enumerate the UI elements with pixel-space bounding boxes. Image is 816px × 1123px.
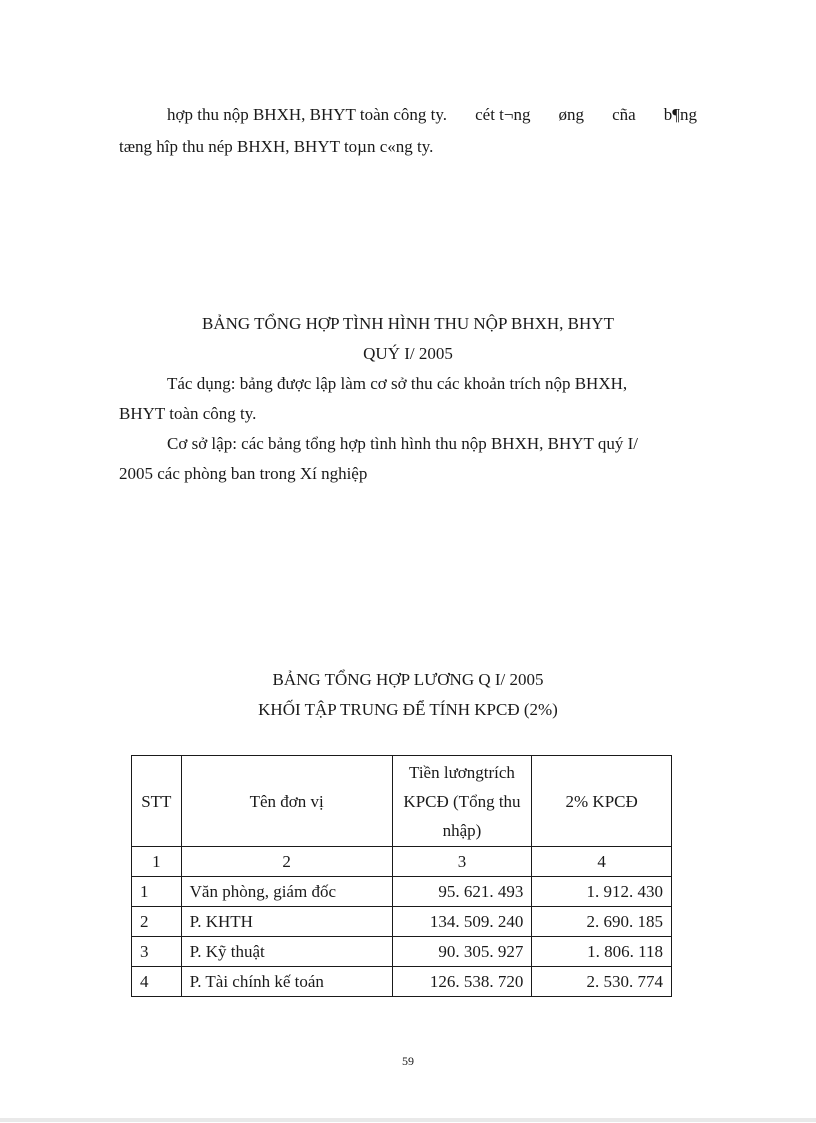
header-kpcd-2pct: 2% KPCĐ	[532, 756, 672, 847]
section2-subtitle: KHỐI TẬP TRUNG ĐỂ TÍNH KPCĐ (2%)	[258, 700, 558, 719]
table-row	[132, 907, 672, 937]
section2-title: BẢNG TỔNG HỢP LƯƠNG Q I/ 2005	[272, 670, 544, 689]
cell-unit-name: P. KHTH	[181, 907, 392, 937]
salary-summary-table	[131, 755, 672, 997]
intro-line-1-word-b: cña	[612, 105, 636, 124]
table-row	[132, 937, 672, 967]
table-row	[132, 967, 672, 997]
index-cell: 4	[532, 847, 672, 877]
section1-purpose-line-2: BHYT toàn công ty.	[119, 404, 257, 423]
section1-purpose-line-1: Tác dụng: bảng được lập làm cơ sở thu các khoản trích nộp BHXH,	[167, 374, 628, 393]
index-cell: 1	[132, 847, 182, 877]
section1-basis-line-2: 2005 các phòng ban trong Xí nghiệp	[119, 464, 368, 483]
cell-stt: 3	[132, 937, 182, 967]
intro-line-1-word-a: øng	[558, 105, 585, 124]
cell-stt: 2	[132, 907, 182, 937]
page-number: 59	[402, 1054, 414, 1068]
index-cell: 3	[392, 847, 532, 877]
cell-kpcd-2pct: 2. 690. 185	[532, 907, 672, 937]
cell-kpcd-2pct: 1. 806. 118	[532, 937, 672, 967]
header-salary-amount-text: Tiền lươngtrích KPCĐ (Tổng thu nhập)	[403, 762, 521, 840]
header-unit-name: Tên đơn vị	[181, 756, 392, 847]
table-row	[132, 877, 672, 907]
section1-title: BẢNG TỔNG HỢP TÌNH HÌNH THU NỘP BHXH, BHYT	[202, 314, 614, 333]
cell-salary-amount: 126. 538. 720	[392, 967, 532, 997]
header-stt: STT	[132, 756, 182, 847]
section1-subtitle: QUÝ I/ 2005	[363, 344, 453, 363]
intro-line-1-left: hợp thu nộp BHXH, BHYT toàn công ty.	[167, 105, 448, 124]
section1-basis-line-1: Cơ sở lập: các bảng tổng hợp tình hình thu nộp BHXH, BHYT quý I/	[167, 434, 638, 453]
cell-kpcd-2pct: 2. 530. 774	[532, 967, 672, 997]
index-cell: 2	[181, 847, 392, 877]
intro-line-2: tæng hîp thu nép BHXH, BHYT toµn c«ng ty.	[119, 137, 434, 156]
cell-salary-amount: 134. 509. 240	[392, 907, 532, 937]
intro-line-1-word-c: b¶ng	[663, 105, 697, 124]
header-salary-amount	[392, 756, 532, 847]
intro-line-1-mid: cét t¬ng	[475, 105, 531, 124]
cell-unit-name: P. Kỹ thuật	[181, 937, 392, 967]
table-header-row	[132, 756, 672, 847]
footer-divider	[0, 1118, 816, 1122]
cell-unit-name: P. Tài chính kế toán	[181, 967, 392, 997]
cell-unit-name: Văn phòng, giám đốc	[181, 877, 392, 907]
cell-salary-amount: 90. 305. 927	[392, 937, 532, 967]
cell-salary-amount: 95. 621. 493	[392, 877, 532, 907]
table-index-row	[132, 847, 672, 877]
cell-kpcd-2pct: 1. 912. 430	[532, 877, 672, 907]
cell-stt: 1	[132, 877, 182, 907]
intro-line-1	[167, 103, 697, 127]
cell-stt: 4	[132, 967, 182, 997]
